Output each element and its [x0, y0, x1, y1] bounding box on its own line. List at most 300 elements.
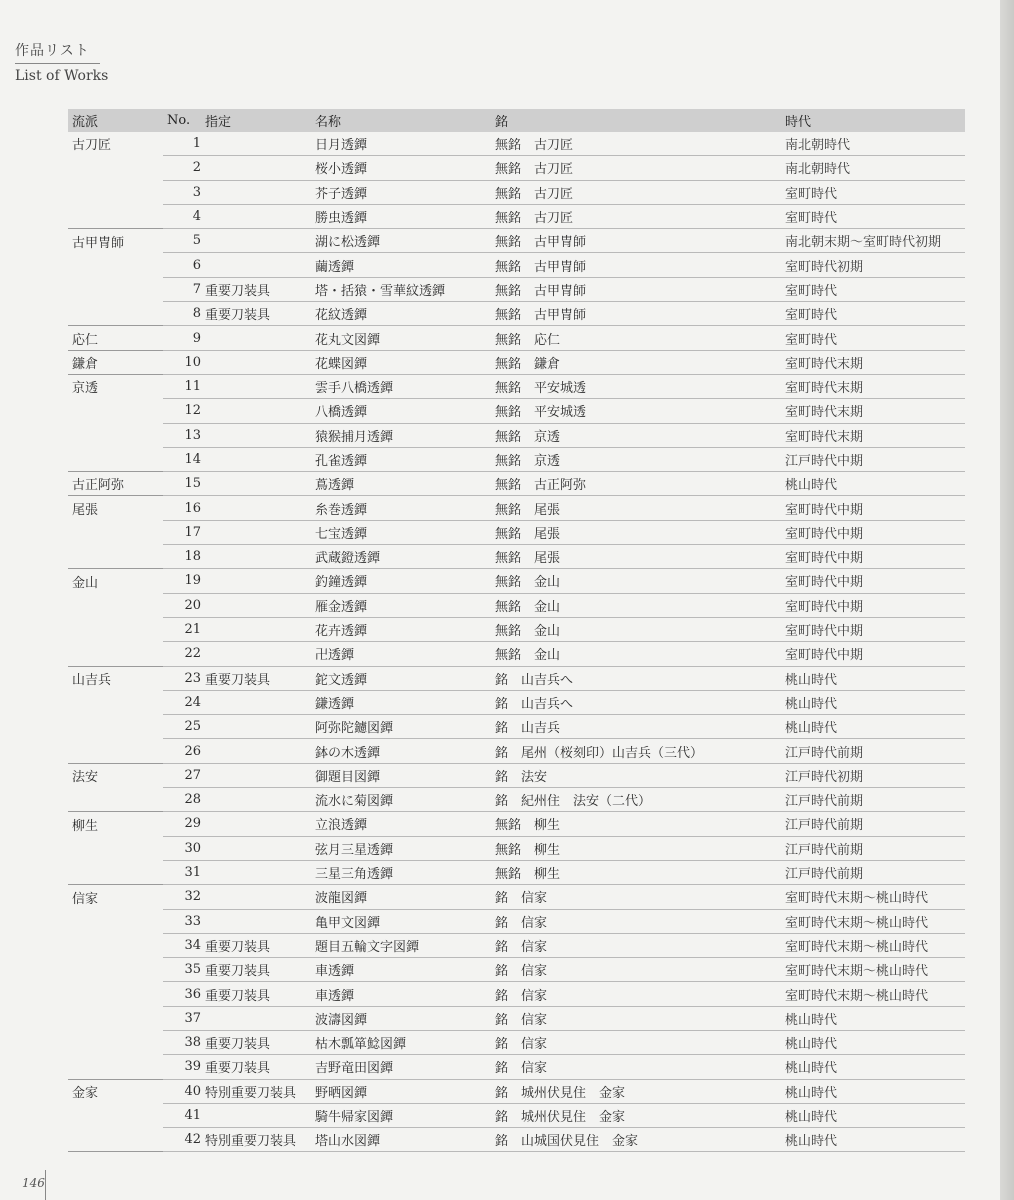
cell-no: 17	[163, 520, 201, 544]
cell-designation	[201, 690, 311, 714]
cell-mei: 銘 信家	[491, 885, 781, 909]
cell-mei: 無銘 古甲冑師	[491, 229, 781, 253]
cell-period: 室町時代末期	[781, 374, 965, 398]
cell-designation: 重要刀装具	[201, 666, 311, 690]
cell-mei: 無銘 鎌倉	[491, 350, 781, 374]
table-row	[68, 1006, 965, 1030]
cell-period: 室町時代末期	[781, 399, 965, 423]
cell-mei: 無銘 応仁	[491, 326, 781, 350]
cell-no: 39	[163, 1055, 201, 1079]
table-row	[68, 885, 965, 909]
cell-mei: 無銘 金山	[491, 617, 781, 641]
table-row	[68, 1079, 965, 1103]
cell-period: 室町時代中期	[781, 545, 965, 569]
cell-school	[68, 447, 163, 471]
cell-designation	[201, 617, 311, 641]
cell-period: 桃山時代	[781, 1079, 965, 1103]
cell-period: 江戸時代前期	[781, 739, 965, 763]
cell-period: 南北朝末期～室町時代初期	[781, 229, 965, 253]
table-row	[68, 1055, 965, 1079]
cell-name: 猿猴捕月透鐔	[311, 423, 491, 447]
cell-mei: 無銘 古刀匠	[491, 156, 781, 180]
cell-school: 山吉兵	[72, 672, 112, 688]
cell-mei: 銘 城州伏見住 金家	[491, 1103, 781, 1127]
cell-no: 40	[163, 1079, 201, 1103]
table-header-row	[68, 109, 965, 132]
col-header-period: 時代	[781, 109, 965, 132]
cell-designation	[201, 545, 311, 569]
table-row	[68, 156, 965, 180]
cell-designation	[201, 788, 311, 812]
cell-period: 江戸時代前期	[781, 836, 965, 860]
cell-period: 室町時代末期～桃山時代	[781, 909, 965, 933]
cell-no: 1	[163, 132, 201, 156]
cell-name: 雲手八橋透鐔	[311, 374, 491, 398]
cell-period: 室町時代末期	[781, 350, 965, 374]
cell-no: 28	[163, 788, 201, 812]
cell-period: 桃山時代	[781, 1103, 965, 1127]
cell-school	[68, 423, 163, 447]
cell-school	[68, 1128, 163, 1152]
cell-designation	[201, 180, 311, 204]
cell-mei: 無銘 尾張	[491, 520, 781, 544]
cell-school	[68, 860, 163, 884]
cell-name: 騎牛帰家図鐔	[311, 1103, 491, 1127]
cell-no: 21	[163, 617, 201, 641]
cell-designation: 重要刀装具	[201, 277, 311, 301]
cell-designation	[201, 812, 311, 836]
cell-school	[68, 1006, 163, 1030]
cell-no: 36	[163, 982, 201, 1006]
page-number: 146	[22, 1176, 45, 1190]
cell-school	[68, 1055, 163, 1079]
cell-school	[68, 909, 163, 933]
cell-designation: 重要刀装具	[201, 933, 311, 957]
cell-name: 釣鐘透鐔	[311, 569, 491, 593]
cell-designation	[201, 715, 311, 739]
cell-school	[68, 1030, 163, 1054]
cell-name: 題目五輪文字図鐔	[311, 933, 491, 957]
cell-mei: 無銘 古甲冑師	[491, 302, 781, 326]
cell-mei: 無銘 金山	[491, 593, 781, 617]
cell-designation	[201, 1006, 311, 1030]
cell-designation	[201, 229, 311, 253]
table-row	[68, 860, 965, 884]
cell-name: 鉈文透鐔	[311, 666, 491, 690]
cell-name: 亀甲文図鐔	[311, 909, 491, 933]
table-row	[68, 958, 965, 982]
cell-name: 車透鐔	[311, 958, 491, 982]
cell-school	[68, 399, 163, 423]
cell-name: 糸巻透鐔	[311, 496, 491, 520]
table-row	[68, 1128, 965, 1152]
cell-school	[68, 617, 163, 641]
cell-school: 古刀匠	[72, 138, 112, 154]
cell-name: 蔦透鐔	[311, 472, 491, 496]
cell-mei: 銘 城州伏見住 金家	[491, 1079, 781, 1103]
cell-period: 室町時代	[781, 180, 965, 204]
cell-designation	[201, 909, 311, 933]
cell-period: 桃山時代	[781, 690, 965, 714]
cell-no: 37	[163, 1006, 201, 1030]
cell-period: 江戸時代前期	[781, 860, 965, 884]
cell-name: 七宝透鐔	[311, 520, 491, 544]
cell-period: 桃山時代	[781, 666, 965, 690]
cell-mei: 銘 信家	[491, 909, 781, 933]
cell-name: 花卉透鐔	[311, 617, 491, 641]
cell-school	[68, 520, 163, 544]
cell-name: 立浪透鐔	[311, 812, 491, 836]
cell-name: 花丸文図鐔	[311, 326, 491, 350]
cell-school	[68, 302, 163, 326]
cell-name: 塔山水図鐔	[311, 1128, 491, 1152]
table-row	[68, 326, 965, 350]
cell-mei: 無銘 京透	[491, 447, 781, 471]
cell-no: 32	[163, 885, 201, 909]
table-row	[68, 229, 965, 253]
cell-school	[68, 204, 163, 228]
cell-school	[68, 788, 163, 812]
cell-no: 8	[163, 302, 201, 326]
cell-no: 30	[163, 836, 201, 860]
cell-period: 桃山時代	[781, 472, 965, 496]
cell-no: 10	[163, 350, 201, 374]
table-row	[68, 812, 965, 836]
cell-period: 室町時代末期～桃山時代	[781, 982, 965, 1006]
cell-designation	[201, 642, 311, 666]
table-row	[68, 788, 965, 812]
cell-mei: 無銘 尾張	[491, 496, 781, 520]
cell-period: 室町時代	[781, 204, 965, 228]
cell-school	[68, 982, 163, 1006]
cell-school	[68, 715, 163, 739]
table-row	[68, 763, 965, 787]
cell-designation	[201, 496, 311, 520]
table-row	[68, 593, 965, 617]
cell-no: 29	[163, 812, 201, 836]
cell-designation	[201, 423, 311, 447]
cell-school: 尾張	[72, 502, 99, 518]
cell-period: 室町時代中期	[781, 642, 965, 666]
cell-no: 33	[163, 909, 201, 933]
cell-mei: 無銘 金山	[491, 642, 781, 666]
cell-name: 枯木瓢箪鯰図鐔	[311, 1030, 491, 1054]
cell-no: 15	[163, 472, 201, 496]
cell-period: 室町時代中期	[781, 617, 965, 641]
section-header	[15, 40, 108, 84]
cell-name: 波龍図鐔	[311, 885, 491, 909]
cell-school: 柳生	[72, 818, 99, 834]
cell-mei: 無銘 柳生	[491, 836, 781, 860]
cell-designation	[201, 593, 311, 617]
cell-name: 武蔵鐙透鐔	[311, 545, 491, 569]
table-row	[68, 666, 965, 690]
table-row	[68, 520, 965, 544]
cell-mei: 銘 信家	[491, 982, 781, 1006]
cell-mei: 銘 信家	[491, 933, 781, 957]
cell-no: 31	[163, 860, 201, 884]
table-row	[68, 739, 965, 763]
cell-period: 室町時代末期～桃山時代	[781, 933, 965, 957]
cell-mei: 銘 法安	[491, 763, 781, 787]
cell-name: 塔・括猿・雪華紋透鐔	[311, 277, 491, 301]
cell-mei: 銘 山吉兵へ	[491, 666, 781, 690]
cell-name: 三星三角透鐔	[311, 860, 491, 884]
cell-period: 室町時代初期	[781, 253, 965, 277]
works-table-body	[68, 132, 965, 1152]
cell-period: 桃山時代	[781, 1128, 965, 1152]
cell-school: 京透	[72, 381, 99, 397]
col-header-no: No.	[163, 109, 201, 132]
cell-designation	[201, 156, 311, 180]
cell-period: 室町時代	[781, 302, 965, 326]
cell-school	[68, 958, 163, 982]
cell-period: 桃山時代	[781, 715, 965, 739]
cell-school	[68, 180, 163, 204]
cell-school: 古甲冑師	[72, 235, 125, 251]
cell-designation	[201, 763, 311, 787]
table-row	[68, 132, 965, 156]
cell-period: 室町時代末期～桃山時代	[781, 885, 965, 909]
cell-school	[68, 933, 163, 957]
cell-period: 江戸時代前期	[781, 812, 965, 836]
cell-no: 34	[163, 933, 201, 957]
cell-school	[68, 277, 163, 301]
cell-mei: 無銘 古甲冑師	[491, 253, 781, 277]
cell-mei: 銘 山吉兵	[491, 715, 781, 739]
cell-designation	[201, 447, 311, 471]
cell-name: 日月透鐔	[311, 132, 491, 156]
table-row	[68, 204, 965, 228]
folio-rule	[45, 1170, 46, 1200]
cell-school	[68, 690, 163, 714]
cell-no: 12	[163, 399, 201, 423]
cell-designation: 重要刀装具	[201, 1055, 311, 1079]
cell-period: 室町時代中期	[781, 496, 965, 520]
cell-school	[68, 1103, 163, 1127]
cell-designation	[201, 885, 311, 909]
cell-no: 38	[163, 1030, 201, 1054]
cell-name: 阿弥陀鑢図鐔	[311, 715, 491, 739]
cell-mei: 無銘 古刀匠	[491, 180, 781, 204]
cell-name: 花紋透鐔	[311, 302, 491, 326]
cell-name: 桜小透鐔	[311, 156, 491, 180]
cell-mei: 銘 信家	[491, 1030, 781, 1054]
cell-mei: 無銘 尾張	[491, 545, 781, 569]
table-row	[68, 277, 965, 301]
cell-name: 野晒図鐔	[311, 1079, 491, 1103]
table-row	[68, 642, 965, 666]
cell-no: 25	[163, 715, 201, 739]
cell-no: 13	[163, 423, 201, 447]
cell-designation	[201, 399, 311, 423]
cell-period: 桃山時代	[781, 1030, 965, 1054]
cell-name: 卍透鐔	[311, 642, 491, 666]
cell-period: 室町時代中期	[781, 593, 965, 617]
table-row	[68, 545, 965, 569]
table-row	[68, 399, 965, 423]
cell-mei: 銘 山吉兵へ	[491, 690, 781, 714]
cell-name: 吉野竜田図鐔	[311, 1055, 491, 1079]
table-row	[68, 1103, 965, 1127]
cell-name: 孔雀透鐔	[311, 447, 491, 471]
cell-mei: 無銘 京透	[491, 423, 781, 447]
cell-no: 9	[163, 326, 201, 350]
cell-no: 18	[163, 545, 201, 569]
cell-no: 20	[163, 593, 201, 617]
cell-no: 24	[163, 690, 201, 714]
cell-mei: 銘 信家	[491, 958, 781, 982]
cell-period: 室町時代末期	[781, 423, 965, 447]
cell-school	[68, 642, 163, 666]
cell-name: 弦月三星透鐔	[311, 836, 491, 860]
cell-no: 27	[163, 763, 201, 787]
cell-period: 室町時代中期	[781, 520, 965, 544]
cell-mei: 銘 尾州（桜刻印）山吉兵（三代）	[491, 739, 781, 763]
cell-name: 鉢の木透鐔	[311, 739, 491, 763]
cell-name: 波濤図鐔	[311, 1006, 491, 1030]
cell-period: 室町時代末期～桃山時代	[781, 958, 965, 982]
cell-no: 3	[163, 180, 201, 204]
cell-mei: 無銘 柳生	[491, 812, 781, 836]
cell-mei: 無銘 古刀匠	[491, 132, 781, 156]
table-row	[68, 496, 965, 520]
cell-school: 金家	[72, 1085, 99, 1101]
cell-designation	[201, 326, 311, 350]
cell-period: 江戸時代前期	[781, 788, 965, 812]
cell-designation	[201, 860, 311, 884]
cell-school: 鎌倉	[68, 350, 163, 374]
cell-designation	[201, 350, 311, 374]
cell-school	[68, 836, 163, 860]
cell-name: 雁金透鐔	[311, 593, 491, 617]
cell-school: 古正阿弥	[68, 472, 163, 496]
cell-designation: 重要刀装具	[201, 302, 311, 326]
cell-designation	[201, 253, 311, 277]
cell-designation: 特別重要刀装具	[201, 1079, 311, 1103]
cell-period: 桃山時代	[781, 1055, 965, 1079]
cell-designation	[201, 374, 311, 398]
cell-period: 南北朝時代	[781, 156, 965, 180]
cell-school: 金山	[72, 575, 99, 591]
cell-no: 42	[163, 1128, 201, 1152]
cell-school	[68, 545, 163, 569]
cell-no: 19	[163, 569, 201, 593]
cell-designation: 重要刀装具	[201, 958, 311, 982]
cell-no: 23	[163, 666, 201, 690]
works-table	[68, 109, 965, 1152]
cell-no: 41	[163, 1103, 201, 1127]
table-row	[68, 933, 965, 957]
cell-mei: 無銘 金山	[491, 569, 781, 593]
cell-no: 6	[163, 253, 201, 277]
table-row	[68, 715, 965, 739]
cell-no: 5	[163, 229, 201, 253]
cell-mei: 無銘 平安城透	[491, 374, 781, 398]
table-row	[68, 836, 965, 860]
table-row	[68, 982, 965, 1006]
table-row	[68, 423, 965, 447]
cell-designation: 重要刀装具	[201, 1030, 311, 1054]
cell-name: 花蝶図鐔	[311, 350, 491, 374]
cell-school	[68, 253, 163, 277]
header-title-jp: 作品リスト	[15, 43, 90, 59]
cell-period: 室町時代中期	[781, 569, 965, 593]
cell-designation	[201, 132, 311, 156]
cell-designation	[201, 520, 311, 544]
cell-school: 信家	[72, 891, 99, 907]
cell-mei: 銘 山城国伏見住 金家	[491, 1128, 781, 1152]
cell-mei: 無銘 柳生	[491, 860, 781, 884]
table-row	[68, 253, 965, 277]
table-row	[68, 617, 965, 641]
cell-designation	[201, 739, 311, 763]
table-row	[68, 472, 965, 496]
cell-no: 7	[163, 277, 201, 301]
cell-mei: 銘 信家	[491, 1006, 781, 1030]
cell-mei: 無銘 平安城透	[491, 399, 781, 423]
cell-no: 26	[163, 739, 201, 763]
cell-name: 八橋透鐔	[311, 399, 491, 423]
cell-name: 流水に菊図鐔	[311, 788, 491, 812]
cell-designation	[201, 472, 311, 496]
cell-period: 桃山時代	[781, 1006, 965, 1030]
page-edge	[1000, 0, 1014, 1200]
cell-school	[68, 739, 163, 763]
cell-period: 江戸時代中期	[781, 447, 965, 471]
cell-no: 11	[163, 374, 201, 398]
table-row	[68, 180, 965, 204]
cell-name: 御題目図鐔	[311, 763, 491, 787]
cell-mei: 銘 信家	[491, 1055, 781, 1079]
cell-school	[68, 593, 163, 617]
cell-designation	[201, 1103, 311, 1127]
table-row	[68, 374, 965, 398]
cell-name: 勝虫透鐔	[311, 204, 491, 228]
cell-school: 応仁	[68, 326, 163, 350]
cell-no: 4	[163, 204, 201, 228]
header-rule	[15, 63, 100, 64]
table-row	[68, 690, 965, 714]
col-header-mei: 銘	[491, 109, 781, 132]
cell-name: 湖に松透鐔	[311, 229, 491, 253]
cell-name: 繭透鐔	[311, 253, 491, 277]
cell-designation	[201, 204, 311, 228]
table-row	[68, 302, 965, 326]
cell-period: 江戸時代初期	[781, 763, 965, 787]
cell-school: 法安	[72, 770, 99, 786]
table-row	[68, 1030, 965, 1054]
cell-school	[68, 156, 163, 180]
col-header-school: 流派	[68, 109, 163, 132]
cell-mei: 無銘 古甲冑師	[491, 277, 781, 301]
cell-period: 南北朝時代	[781, 132, 965, 156]
table-row	[68, 350, 965, 374]
col-header-designation: 指定	[201, 109, 311, 132]
cell-mei: 無銘 古刀匠	[491, 204, 781, 228]
cell-no: 35	[163, 958, 201, 982]
table-row	[68, 447, 965, 471]
cell-period: 室町時代	[781, 326, 965, 350]
cell-no: 16	[163, 496, 201, 520]
cell-name: 芥子透鐔	[311, 180, 491, 204]
header-title-en: List of Works	[15, 68, 109, 84]
cell-mei: 無銘 古正阿弥	[491, 472, 781, 496]
cell-name: 鎌透鐔	[311, 690, 491, 714]
cell-no: 2	[163, 156, 201, 180]
cell-period: 室町時代	[781, 277, 965, 301]
col-header-name: 名称	[311, 109, 491, 132]
